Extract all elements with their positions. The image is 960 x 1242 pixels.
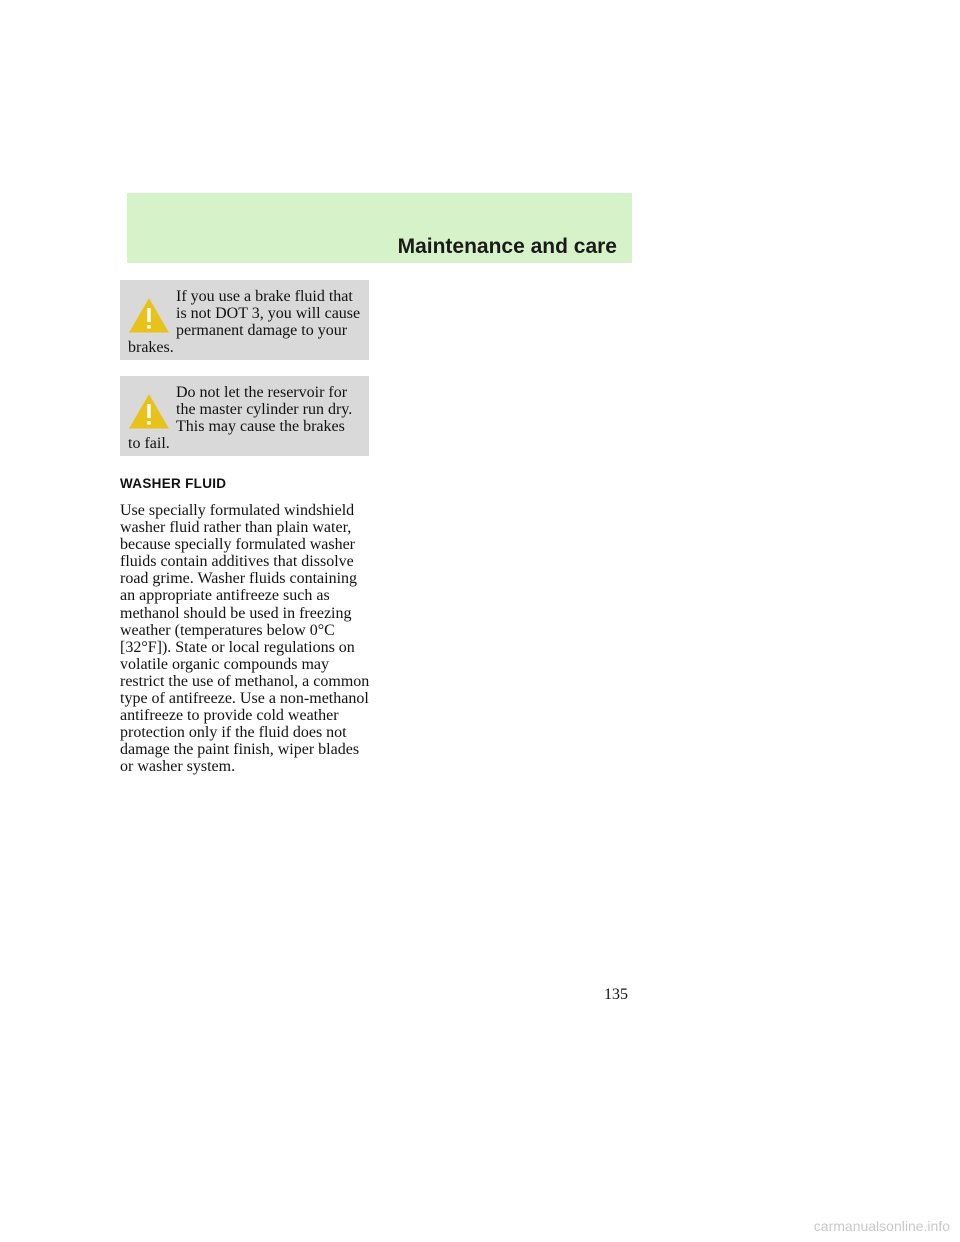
page-section-title: Maintenance and care	[397, 235, 617, 258]
warning-box-brake-fluid	[120, 280, 369, 360]
warning-text: If you use a brake fluid that is not DOT 3, you will cause permanent damage to your brakes.	[128, 288, 361, 356]
page-number: 135	[604, 986, 628, 1003]
header-band	[127, 193, 632, 263]
warning-triangle-icon	[128, 296, 170, 336]
warning-box-reservoir	[120, 376, 369, 456]
section-body-text: Use specially formulated windshield washer fluid rather than plain water, because specially formulated washer fluids contain additives that dissolve road grime. Washer fluids containing an appropriate antifreeze such as methanol should be used in freezing weather (temperatures below 0°C [32°F]). State or local regulations on volatile organic compounds may restrict the use of methanol, a common type of antifreeze. Use a non-methanol antifreeze to provide cold weather protection only if the fluid does not damage the paint finish, wiper blades or washer system.	[120, 502, 370, 776]
watermark: carmanualsonline.info	[813, 1218, 950, 1234]
warning-text: Do not let the reservoir for the master cylinder run dry. This may cause the brakes to fail.	[128, 384, 353, 452]
warning-triangle-icon	[128, 392, 170, 432]
section-heading: WASHER FLUID	[120, 476, 227, 491]
